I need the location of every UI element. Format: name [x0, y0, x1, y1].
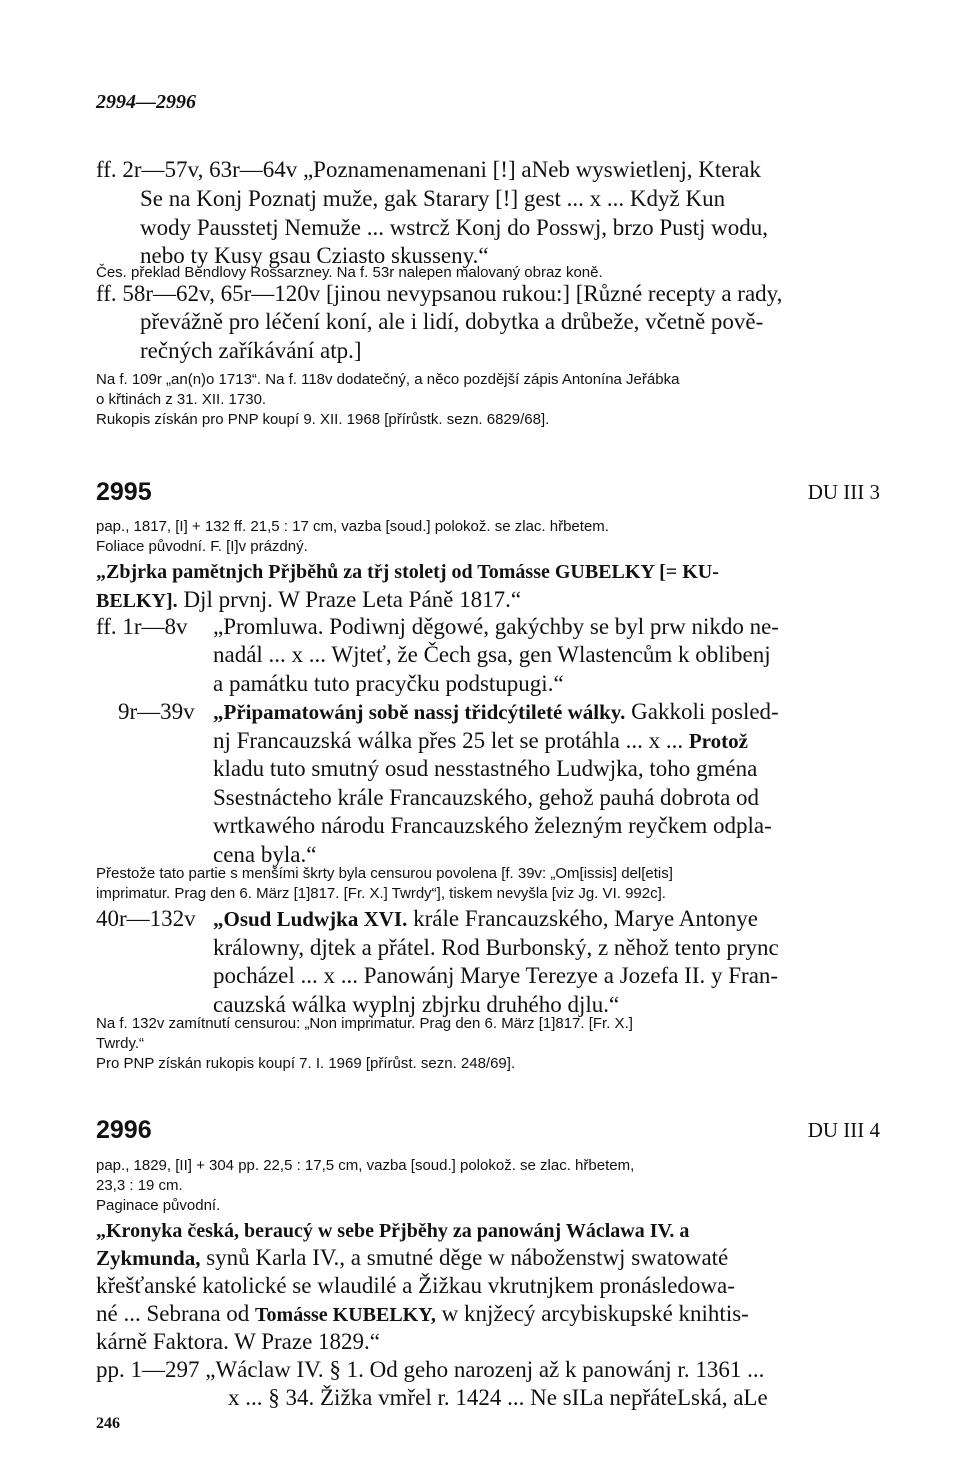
- folio-range: 40r—132v: [96, 906, 196, 931]
- folio-range: 9r—39v: [118, 699, 195, 724]
- note-line: o křtinách z 31. XII. 1730.: [96, 391, 267, 408]
- text-line: „Promluwa. Podiwnj děgowé, gakýchby se byl prw nikdo ne-: [213, 614, 779, 639]
- text-line: „Připamatowánj sobě nassj třidcýtileté wálky. Gakkoli posled-: [213, 699, 779, 724]
- page-header: 2994—2996: [96, 91, 196, 113]
- note-line: Paginace původní.: [96, 1197, 221, 1214]
- text-line: kárně Faktora. W Praze 1829.“: [96, 1329, 380, 1354]
- text-line: cena byla.“: [213, 842, 317, 867]
- note-line: Pro PNP získán rukopis koupí 7. I. 1969 [přírůst. sezn. 248/69].: [96, 1055, 516, 1072]
- note-line: 23,3 : 19 cm.: [96, 1177, 183, 1194]
- note-line: pap., 1817, [I] + 132 ff. 21,5 : 17 cm, vazba [soud.] polokož. se zlac. hřbetem.: [96, 518, 609, 535]
- text-line: Se na Konj Poznatj muže, gak Starary [!] gest ... x ... Když Kun: [140, 186, 726, 211]
- text-line: cauzská wálka wyplnj zbjrku druhého djlu.“: [213, 992, 620, 1017]
- note-line: Twrdy.“: [96, 1035, 145, 1052]
- text-line: x ... § 34. Žižka vmřel r. 1424 ... Ne sILa nepřáteLská, aLe: [228, 1385, 768, 1410]
- note-line: Foliace původní. F. [I]v prázdný.: [96, 538, 308, 555]
- text-line: wody Pausstetj Nemuže ... wstrcž Konj do Posswj, brzo Pustj wodu,: [140, 215, 768, 240]
- title-line: „Zbjrka pamětnjch Přjběhů za třj stoletj od Tomásse GUBELKY [= KU-: [96, 561, 719, 583]
- title-line: Zykmunda, synů Karla IV., a smutné děge w náboženstwj swatowaté: [96, 1245, 729, 1270]
- text-line: nebo ty Kusy gsau Cziasto skusseny.“: [140, 243, 489, 268]
- folio-range: ff. 1r—8v: [96, 614, 188, 639]
- text-line: nadál ... x ... Wjteť, že Čech gsa, gen Wlastencům k oblibenj: [213, 642, 771, 667]
- note-line: Čes. překlad Bendlovy Rossarzney. Na f. 53r nalepen malovaný obraz koně.: [96, 264, 603, 281]
- text-line: ff. 58r—62v, 65r—120v [jinou nevypsanou rukou:] [Různé recepty a rady,: [96, 281, 783, 306]
- text-line: né ... Sebrana od Tomásse KUBELKY, w knjžecý arcybiskupské knihtis-: [96, 1301, 749, 1326]
- text-line: ff. 2r—57v, 63r—64v „Poznamenamenani [!] aNeb wyswietlenj, Kterak: [96, 157, 761, 182]
- text-line: pocházel ... x ... Panowánj Marye Terezye a Jozefa II. y Fran-: [213, 963, 779, 988]
- entry-number: 2996: [96, 1116, 152, 1144]
- shelf-signature: DU III 3: [807, 480, 880, 504]
- text-line: kladu tuto smutný osud nesstastného Ludwjka, toho gména: [213, 756, 758, 781]
- title-line: „Kronyka česká, beraucý w sebe Přjběhy za panowánj Wáclawa IV. a: [96, 1220, 690, 1242]
- text-line: Ssestnácteho krále Francauzského, gehož pauhá dobrota od: [213, 785, 760, 810]
- text-line: nj Francauzská wálka přes 25 let se protáhla ... x ... Protož: [213, 728, 748, 753]
- text-line: wrtkawého národu Francauzského železným reyčkem odpla-: [213, 813, 772, 838]
- note-line: Na f. 109r „an(n)o 1713“. Na f. 118v dodatečný, a něco pozdější zápis Antonína Jeřábka: [96, 371, 680, 388]
- note-line: pap., 1829, [II] + 304 pp. 22,5 : 17,5 cm, vazba [soud.] polokož. se zlac. hřbetem,: [96, 1157, 635, 1174]
- entry-number: 2995: [96, 478, 152, 506]
- text-line: králowny, djtek a přátel. Rod Burbonský, z něhož tento prync: [213, 935, 779, 960]
- page-number: 246: [96, 1415, 120, 1432]
- text-line: „Osud Ludwjka XVI. krále Francauzského, Marye Antonye: [213, 906, 758, 931]
- shelf-signature: DU III 4: [807, 1118, 880, 1142]
- text-line: rečných zaříkávání atp.]: [140, 338, 362, 363]
- note-line: Přestože tato partie s menšími škrty byla censurou povolena [f. 39v: „Om[issis] del[etis]: [96, 865, 673, 882]
- text-line: pp. 1—297 „Wáclaw IV. § 1. Od geho narozenj až k panowánj r. 1361 ...: [96, 1357, 765, 1382]
- note-line: Na f. 132v zamítnutí censurou: „Non imprimatur. Prag den 6. März [1]817. [Fr. X.]: [96, 1015, 633, 1032]
- note-line: Rukopis získán pro PNP koupí 9. XII. 1968 [přírůstk. sezn. 6829/68].: [96, 411, 550, 428]
- text-line: a památku tuto pracyčku podstupugi.“: [213, 671, 564, 696]
- text-line: převážně pro léčení koní, ale i lidí, dobytka a drůbeže, včetně pově-: [140, 309, 764, 334]
- note-line: imprimatur. Prag den 6. März [1]817. [Fr. X.] Twrdy“], tiskem nevyšla [viz Jg. VI. 992c].: [96, 885, 666, 902]
- title-line: BELKY]. Djl prvnj. W Praze Leta Páně 1817.“: [96, 587, 522, 612]
- text-line: křešťanské katolické se wlaudilé a Žižkau vkrutnjkem pronásledowa-: [96, 1273, 735, 1298]
